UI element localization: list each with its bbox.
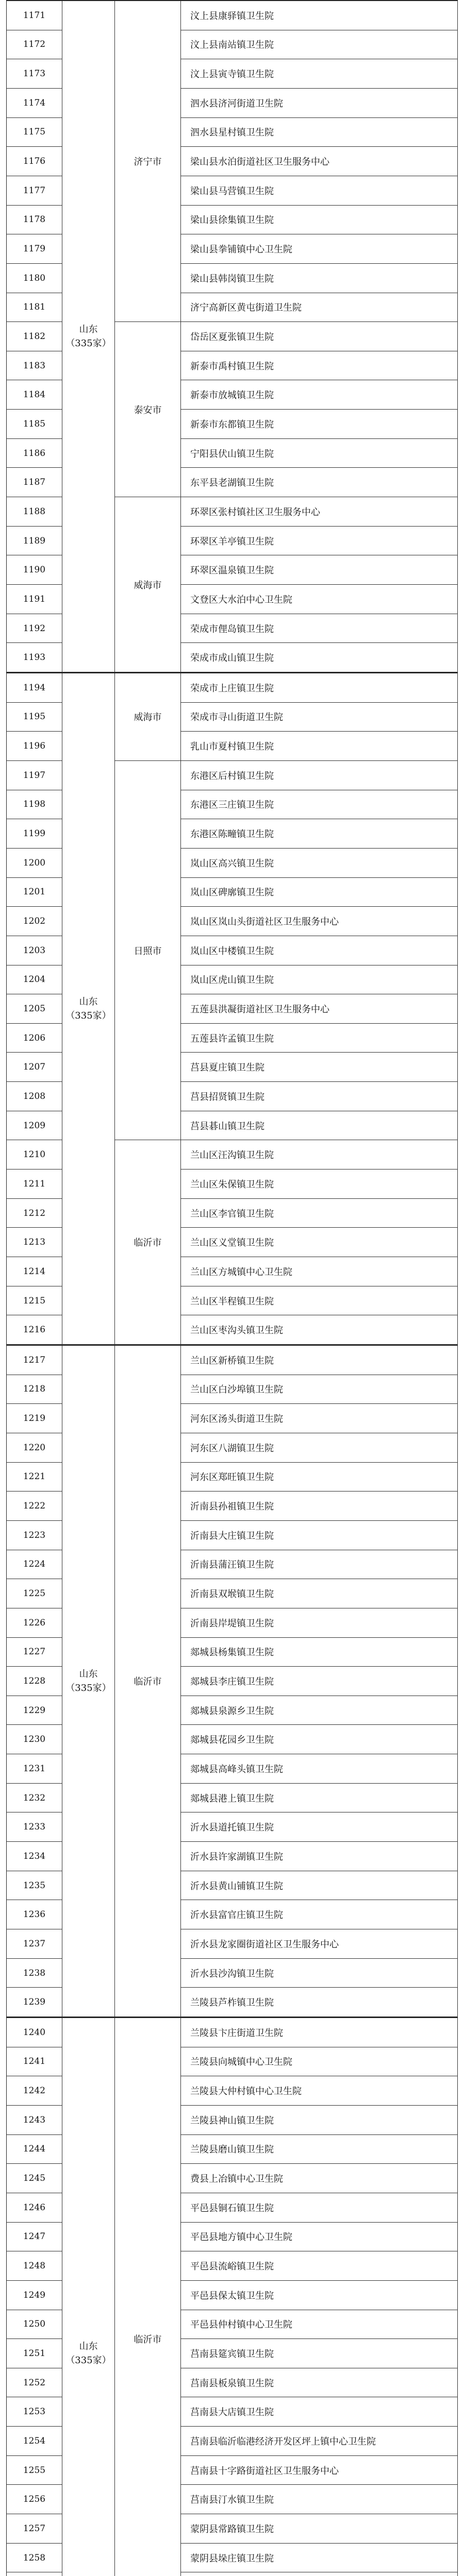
institution-name: 兰山区汪沟镇卫生院 [181, 1140, 458, 1170]
institution-name: 岚山区岚山头街道社区卫生服务中心 [181, 907, 458, 936]
row-number: 1249 [7, 2281, 62, 2310]
institution-name: 兰陵县卞庄街道卫生院 [181, 2018, 458, 2047]
institution-name: 汶上县康驿镇卫生院 [181, 1, 458, 30]
row-number: 1257 [7, 2514, 62, 2544]
row-number: 1226 [7, 1608, 62, 1638]
row-number: 1227 [7, 1638, 62, 1667]
institution-name: 东平县老湖镇卫生院 [181, 468, 458, 497]
institution-name: 蒙阴县垛庄镇卫生院 [181, 2544, 458, 2573]
institution-name: 兰山区白沙埠镇卫生院 [181, 1375, 458, 1404]
row-number: 1241 [7, 2047, 62, 2077]
institution-name: 泗水县济河街道卫生院 [181, 89, 458, 118]
row-number: 1188 [7, 497, 62, 527]
row-number: 1215 [7, 1286, 62, 1316]
institution-name: 新泰市禹村镇卫生院 [181, 351, 458, 381]
institution-name: 梁山县韩岗镇卫生院 [181, 264, 458, 293]
institution-name: 环翠区张村镇社区卫生服务中心 [181, 497, 458, 527]
institution-name: 梁山县徐集镇卫生院 [181, 206, 458, 235]
city-cell: 日照市 [115, 761, 181, 1140]
row-number: 1245 [7, 2164, 62, 2193]
institution-name: 郯城县花园乡卫生院 [181, 1725, 458, 1754]
row-number: 1183 [7, 351, 62, 381]
city-cell: 泰安市 [115, 322, 181, 497]
institution-name: 兰山区李官镇卫生院 [181, 1199, 458, 1228]
row-number: 1176 [7, 147, 62, 176]
institution-name: 兰山区枣沟头镇卫生院 [181, 1315, 458, 1345]
province-count: （335家） [65, 2354, 111, 2366]
institution-name: 汶上县南站镇卫生院 [181, 30, 458, 60]
row-number: 1174 [7, 89, 62, 118]
institution-name: 新泰市放城镇卫生院 [181, 380, 458, 410]
row-number: 1213 [7, 1228, 62, 1257]
institution-name: 沂南县孙祖镇卫生院 [181, 1492, 458, 1521]
row-number [7, 2572, 62, 2576]
row-number: 1202 [7, 907, 62, 936]
row-number: 1217 [7, 1346, 62, 1375]
institution-name: 兰山区方城镇中心卫生院 [181, 1257, 458, 1286]
city-cell: 临沂市 [115, 2018, 181, 2576]
row-number: 1205 [7, 994, 62, 1024]
row-number: 1246 [7, 2193, 62, 2223]
row-number: 1211 [7, 1170, 62, 1199]
row-number: 1239 [7, 1988, 62, 2017]
row-number: 1207 [7, 1053, 62, 1082]
institution-name: 环翠区羊亭镇卫生院 [181, 527, 458, 556]
row-number: 1192 [7, 614, 62, 643]
institution-table [6, 0, 458, 2576]
row-number: 1232 [7, 1784, 62, 1813]
institution-name: 莒县夏庄镇卫生院 [181, 1053, 458, 1082]
institution-name: 兰陵县神山镇卫生院 [181, 2106, 458, 2135]
institution-name: 沂南县双堠镇卫生院 [181, 1579, 458, 1608]
institution-name: 梁山县马营镇卫生院 [181, 176, 458, 206]
row-number: 1178 [7, 206, 62, 235]
row-number: 1238 [7, 1959, 62, 1988]
row-number: 1236 [7, 1900, 62, 1929]
institution-name: 泗水县星村镇卫生院 [181, 118, 458, 147]
row-number: 1258 [7, 2544, 62, 2573]
institution-name: 文登区大水泊中心卫生院 [181, 585, 458, 614]
row-number: 1173 [7, 59, 62, 89]
row-number: 1250 [7, 2310, 62, 2340]
institution-name: 平邑县地方镇中心卫生院 [181, 2223, 458, 2252]
row-number: 1253 [7, 2397, 62, 2427]
institution-name: 岱岳区夏张镇卫生院 [181, 322, 458, 351]
row-number: 1181 [7, 293, 62, 323]
province-cell [62, 1346, 115, 2017]
institution-name: 兰山区半程镇卫生院 [181, 1286, 458, 1316]
city-cell: 临沂市 [115, 1346, 181, 2017]
province-count: （335家） [65, 337, 111, 349]
institution-name: 荣成市上庄镇卫生院 [181, 673, 458, 703]
institution-name: 东港区后村镇卫生院 [181, 761, 458, 790]
institution-name: 五莲县洪凝街道社区卫生服务中心 [181, 994, 458, 1024]
city-cell: 威海市 [115, 497, 181, 672]
row-number: 1209 [7, 1111, 62, 1141]
row-number: 1198 [7, 790, 62, 820]
institution-name: 莒南县板泉镇卫生院 [181, 2368, 458, 2398]
province-name: 山东 [79, 2341, 98, 2352]
row-number: 1220 [7, 1433, 62, 1463]
table-block [6, 672, 458, 1345]
institution-name: 岚山区虎山镇卫生院 [181, 965, 458, 995]
row-number: 1175 [7, 118, 62, 147]
institution-name: 兰陵县芦柞镇卫生院 [181, 1988, 458, 2017]
row-number: 1244 [7, 2135, 62, 2164]
institution-name: 蒙阴县常路镇卫生院 [181, 2514, 458, 2544]
institution-name: 东港区三庄镇卫生院 [181, 790, 458, 820]
institution-name: 兰陵县大仲村镇中心卫生院 [181, 2076, 458, 2106]
row-number: 1171 [7, 1, 62, 30]
row-number: 1231 [7, 1754, 62, 1784]
province-count: （335家） [65, 1010, 111, 1021]
row-number: 1197 [7, 761, 62, 790]
province-cell [62, 673, 115, 1345]
institution-name: 岚山区高兴镇卫生院 [181, 849, 458, 878]
row-number: 1204 [7, 965, 62, 995]
row-number: 1222 [7, 1492, 62, 1521]
row-number: 1243 [7, 2106, 62, 2135]
table-block [6, 0, 458, 672]
row-number: 1185 [7, 410, 62, 439]
row-number: 1189 [7, 527, 62, 556]
row-number: 1194 [7, 673, 62, 703]
institution-name: 沂水县沙沟镇卫生院 [181, 1959, 458, 1988]
row-number: 1201 [7, 878, 62, 907]
institution-name: 兰陵县向城镇中心卫生院 [181, 2047, 458, 2077]
institution-name: 荣成市成山镇卫生院 [181, 643, 458, 672]
row-number: 1184 [7, 380, 62, 410]
institution-name: 环翠区温泉镇卫生院 [181, 555, 458, 585]
institution-name: 平邑县铜石镇卫生院 [181, 2193, 458, 2223]
institution-name: 平邑县仲村镇中心卫生院 [181, 2310, 458, 2340]
city-cell: 济宁市 [115, 1, 181, 322]
row-number: 1235 [7, 1871, 62, 1901]
institution-name: 荣成市寻山街道卫生院 [181, 703, 458, 732]
institution-name: 沂南县大庄镇卫生院 [181, 1521, 458, 1550]
institution-name: 费县上冶镇中心卫生院 [181, 2164, 458, 2193]
institution-name: 荣成市俚岛镇卫生院 [181, 614, 458, 643]
row-number: 1210 [7, 1140, 62, 1170]
institution-name: 平邑县保太镇卫生院 [181, 2281, 458, 2310]
row-number: 1187 [7, 468, 62, 497]
province-count: （335家） [65, 1682, 111, 1693]
row-number: 1224 [7, 1550, 62, 1580]
row-number: 1179 [7, 234, 62, 264]
row-number: 1180 [7, 264, 62, 293]
institution-name: 沂南县岸堤镇卫生院 [181, 1608, 458, 1638]
institution-name: 梁山县水泊街道社区卫生服务中心 [181, 147, 458, 176]
row-number: 1218 [7, 1375, 62, 1404]
institution-name: 东港区陈疃镇卫生院 [181, 819, 458, 849]
row-number: 1242 [7, 2076, 62, 2106]
row-number: 1248 [7, 2251, 62, 2281]
province-name: 山东 [79, 1668, 98, 1680]
row-number: 1191 [7, 585, 62, 614]
row-number: 1177 [7, 176, 62, 206]
row-number: 1254 [7, 2427, 62, 2456]
institution-name: 莒县招贤镇卫生院 [181, 1082, 458, 1111]
row-number: 1219 [7, 1404, 62, 1433]
institution-name: 兰陵县磨山镇卫生院 [181, 2135, 458, 2164]
institution-name: 沂水县富官庄镇卫生院 [181, 1900, 458, 1929]
institution-name: 岚山区碑廓镇卫生院 [181, 878, 458, 907]
institution-name: 郯城县高峰头镇卫生院 [181, 1754, 458, 1784]
institution-name: 梁山县拳铺镇中心卫生院 [181, 234, 458, 264]
row-number: 1216 [7, 1315, 62, 1345]
institution-name: 乳山市夏村镇卫生院 [181, 732, 458, 761]
row-number: 1256 [7, 2485, 62, 2514]
row-number: 1225 [7, 1579, 62, 1608]
row-number: 1230 [7, 1725, 62, 1754]
institution-name: 兰山区义堂镇卫生院 [181, 1228, 458, 1257]
row-number: 1234 [7, 1842, 62, 1871]
institution-name: 济宁高新区黄屯街道卫生院 [181, 293, 458, 323]
row-number: 1203 [7, 936, 62, 965]
row-number: 1182 [7, 322, 62, 351]
row-number: 1199 [7, 819, 62, 849]
institution-name: 莒南县十字路街道社区卫生服务中心 [181, 2456, 458, 2485]
institution-name: 新泰市东都镇卫生院 [181, 410, 458, 439]
institution-name: 兰山区新桥镇卫生院 [181, 1346, 458, 1375]
row-number: 1223 [7, 1521, 62, 1550]
row-number: 1251 [7, 2339, 62, 2368]
row-number: 1200 [7, 849, 62, 878]
institution-name: 莒县碁山镇卫生院 [181, 1111, 458, 1141]
province-cell [62, 2018, 115, 2576]
row-number: 1255 [7, 2456, 62, 2485]
row-number: 1229 [7, 1696, 62, 1725]
row-number: 1221 [7, 1463, 62, 1492]
row-number: 1212 [7, 1199, 62, 1228]
institution-name: 岚山区中楼镇卫生院 [181, 936, 458, 965]
row-number: 1206 [7, 1024, 62, 1053]
institution-name: 莒南县筵宾镇卫生院 [181, 2339, 458, 2368]
row-number: 1237 [7, 1929, 62, 1959]
row-number: 1233 [7, 1812, 62, 1842]
institution-name: 沂水县许家湖镇卫生院 [181, 1842, 458, 1871]
institution-name: 沂南县蒲汪镇卫生院 [181, 1550, 458, 1580]
institution-name: 沂水县道托镇卫生院 [181, 1812, 458, 1842]
row-number: 1228 [7, 1667, 62, 1696]
institution-name: 郯城县杨集镇卫生院 [181, 1638, 458, 1667]
institution-name: 莒南县汀水镇卫生院 [181, 2485, 458, 2514]
province-cell [62, 1, 115, 672]
institution-name: 莒南县大店镇卫生院 [181, 2397, 458, 2427]
province-name: 山东 [79, 996, 98, 1007]
institution-name: 河东区八湖镇卫生院 [181, 1433, 458, 1463]
institution-name [181, 2572, 458, 2576]
row-number: 1193 [7, 643, 62, 672]
row-number: 1252 [7, 2368, 62, 2398]
row-number: 1172 [7, 30, 62, 60]
institution-name: 沂水县黄山铺镇卫生院 [181, 1871, 458, 1901]
institution-name: 宁阳县伏山镇卫生院 [181, 439, 458, 468]
row-number: 1247 [7, 2223, 62, 2252]
row-number: 1190 [7, 555, 62, 585]
institution-name: 兰山区朱保镇卫生院 [181, 1170, 458, 1199]
row-number: 1186 [7, 439, 62, 468]
institution-name: 河东区郑旺镇卫生院 [181, 1463, 458, 1492]
institution-name: 郯城县李庄镇卫生院 [181, 1667, 458, 1696]
row-number: 1240 [7, 2018, 62, 2047]
institution-name: 莒南县临沂临港经济开发区坪上镇中心卫生院 [181, 2427, 458, 2456]
row-number: 1196 [7, 732, 62, 761]
row-number: 1214 [7, 1257, 62, 1286]
institution-name: 郯城县港上镇卫生院 [181, 1784, 458, 1813]
row-number: 1195 [7, 703, 62, 732]
table-block [6, 2017, 458, 2576]
institution-name: 河东区汤头街道卫生院 [181, 1404, 458, 1433]
city-cell: 临沂市 [115, 1140, 181, 1345]
city-cell: 威海市 [115, 673, 181, 761]
row-number: 1208 [7, 1082, 62, 1111]
institution-name: 沂水县龙家圈街道社区卫生服务中心 [181, 1929, 458, 1959]
province-name: 山东 [79, 324, 98, 335]
table-block [6, 1345, 458, 2017]
institution-name: 汶上县寅寺镇卫生院 [181, 59, 458, 89]
institution-name: 平邑县流峪镇卫生院 [181, 2251, 458, 2281]
institution-name: 五莲县许孟镇卫生院 [181, 1024, 458, 1053]
institution-name: 郯城县泉源乡卫生院 [181, 1696, 458, 1725]
